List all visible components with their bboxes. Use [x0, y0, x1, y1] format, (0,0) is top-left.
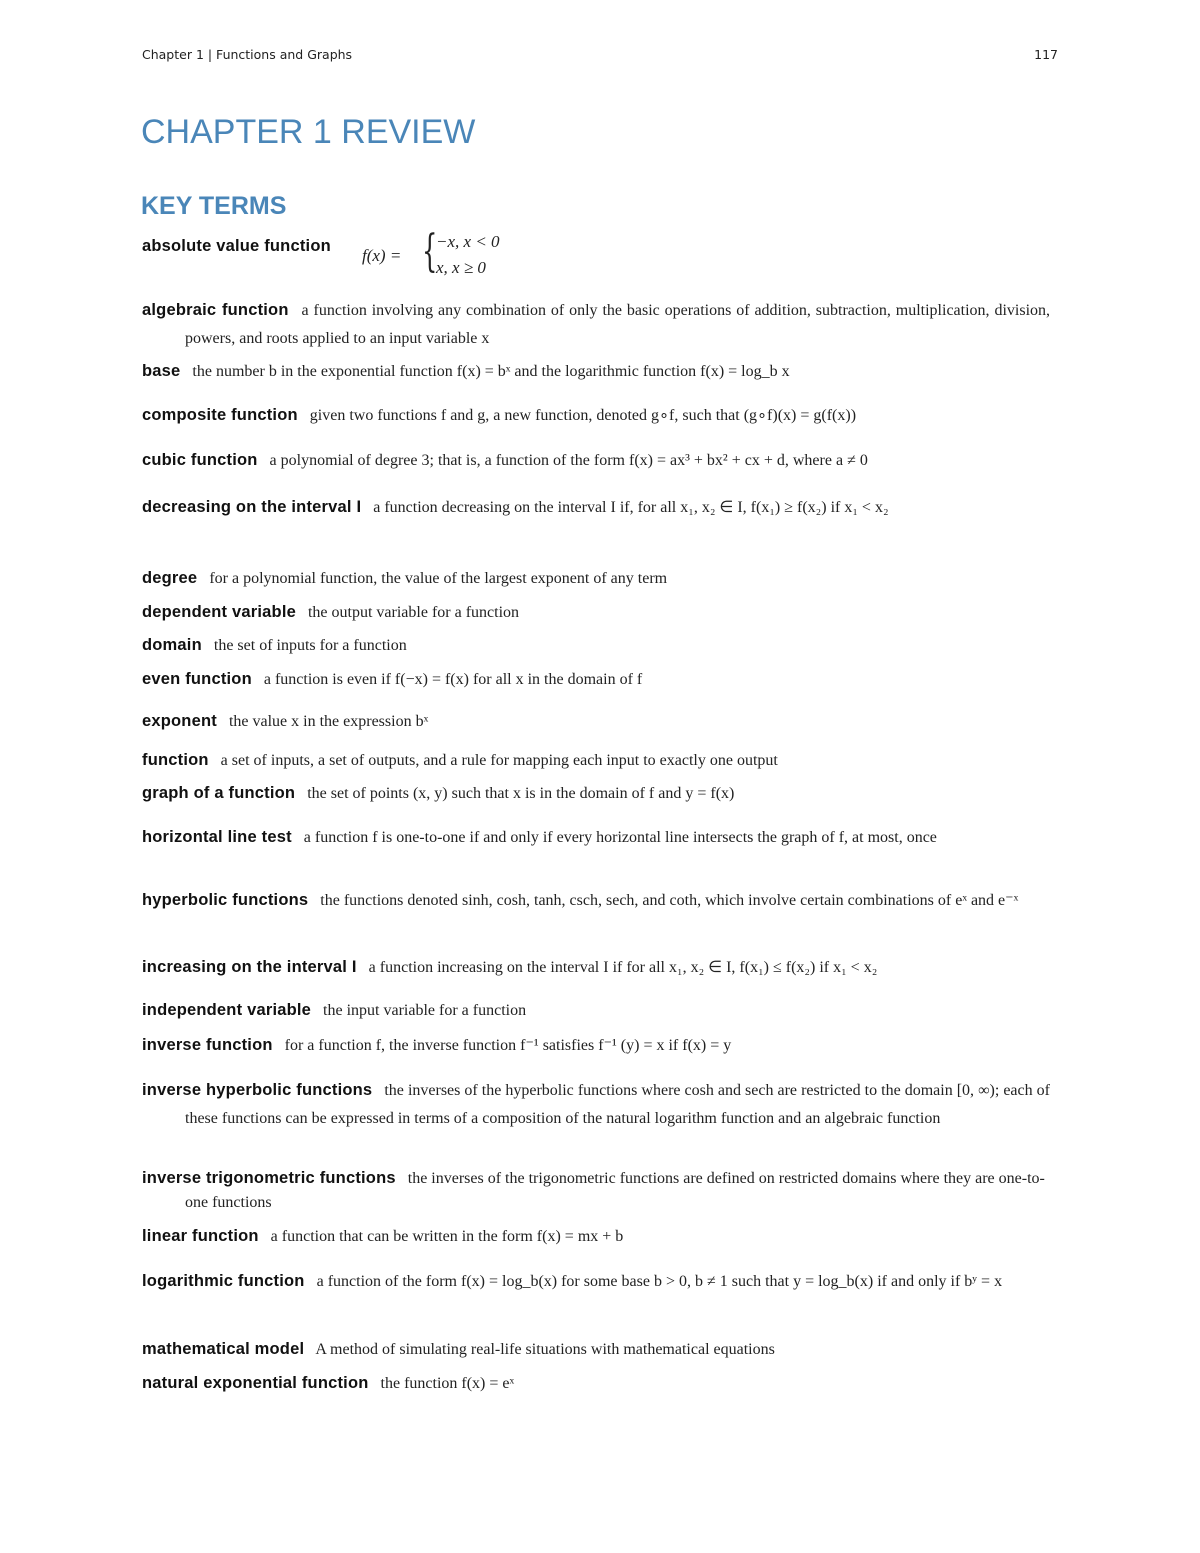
glossary-definition: the set of points (x, y) such that x is in the domain of f and y = f(x) — [307, 785, 735, 802]
glossary-entry-hyperbolic-functions — [142, 885, 1050, 916]
glossary-definition: a function involving any combination of only the basic operations of addition, subtraction, multiplication, division, powers, and roots applied to an input variable x — [185, 302, 1051, 347]
glossary-entry-horizontal-line-test — [142, 822, 1050, 853]
glossary-entry-linear-function — [142, 1222, 1050, 1251]
glossary-term: absolute value function — [142, 237, 331, 255]
glossary-term: dependent variable — [142, 603, 296, 621]
glossary-entry-increasing-on-the-interval — [142, 953, 1050, 982]
formula-case-negative: −x, x < 0 — [436, 232, 500, 251]
running-header — [142, 47, 1058, 62]
glossary-term: function — [142, 751, 209, 769]
glossary-entry-natural-exponential-function — [142, 1369, 1050, 1398]
glossary-term: inverse hyperbolic functions — [142, 1081, 373, 1099]
glossary-term: domain — [142, 636, 202, 654]
glossary-term: inverse trigonometric functions — [142, 1169, 396, 1187]
glossary-term: independent variable — [142, 1001, 312, 1019]
chapter-title: CHAPTER 1 REVIEW — [141, 113, 476, 151]
glossary-definition: a polynomial of degree 3; that is, a function of the form f(x) = ax³ + bx² + cx + d, where a ≠ 0 — [269, 452, 868, 469]
glossary-term: horizontal line test — [142, 828, 292, 846]
glossary-definition: the inverses of the hyperbolic functions where cosh and sech are restricted to the domain [0, ∞); each of these functions can be expressed in terms of a composition of the natural logarithm function and an algebraic function — [185, 1082, 1050, 1127]
glossary-definition: a function decreasing on the interval I if, for all x₁, x₂ ∈ I, f(x₁) ≥ f(x₂) if x₁ < x₂ — [373, 499, 889, 516]
glossary-definition: the function f(x) = eˣ — [380, 1375, 515, 1392]
glossary-definition: the input variable for a function — [323, 1002, 527, 1019]
glossary-entry-base — [142, 357, 1050, 386]
glossary-term: increasing on the interval I — [142, 958, 357, 976]
glossary-definition: the number b in the exponential function f(x) = bˣ and the logarithmic function f(x) = log_b x — [192, 363, 790, 380]
glossary-term: logarithmic function — [142, 1272, 305, 1290]
glossary-entry-degree — [142, 564, 1050, 593]
glossary-definition: for a polynomial function, the value of the largest exponent of any term — [209, 570, 668, 587]
glossary-entry-inverse-function — [142, 1031, 1050, 1060]
page-number: 117 — [1034, 47, 1058, 62]
glossary-entry-domain — [142, 631, 1050, 660]
glossary-entry-decreasing-on-the-interval — [142, 490, 1050, 525]
glossary-entry-independent-variable — [142, 996, 1050, 1025]
glossary-term: hyperbolic functions — [142, 891, 309, 909]
glossary-entry-inverse-trigonometric-functions — [142, 1166, 1050, 1215]
glossary-term: linear function — [142, 1227, 259, 1245]
glossary-definition: a function increasing on the interval I if for all x₁, x₂ ∈ I, f(x₁) ≤ f(x₂) if x₁ < x₂ — [368, 959, 878, 976]
glossary-term: exponent — [142, 712, 217, 730]
glossary-definition: a function is even if f(−x) = f(x) for all x in the domain of f — [263, 671, 643, 688]
glossary-definition: a set of inputs, a set of outputs, and a rule for mapping each input to exactly one output — [220, 752, 778, 769]
section-title-key-terms: KEY TERMS — [141, 192, 287, 220]
left-brace-symbol: { — [422, 226, 438, 277]
glossary-term: mathematical model — [142, 1340, 305, 1358]
glossary-term: natural exponential function — [142, 1374, 369, 1392]
running-title: Chapter 1 | Functions and Graphs — [142, 47, 353, 62]
glossary-term: degree — [142, 569, 198, 587]
glossary-entry-even-function — [142, 665, 1050, 694]
glossary-entry-cubic-function — [142, 446, 1050, 475]
glossary-entry-absolute-value-function — [142, 232, 1050, 261]
glossary-term: base — [142, 362, 181, 380]
glossary-definition: a function that can be written in the form f(x) = mx + b — [270, 1228, 624, 1245]
glossary-definition: the value x in the expression bˣ — [228, 713, 429, 730]
formula-case-nonnegative: x, x ≥ 0 — [436, 258, 486, 277]
glossary-definition: a function f is one-to-one if and only if every horizontal line intersects the graph of f, at most, once — [303, 829, 937, 846]
glossary-entry-dependent-variable — [142, 598, 1050, 627]
glossary-definition: for a function f, the inverse function f⁻¹ satisfies f⁻¹ (y) = x if f(x) = y — [284, 1037, 732, 1054]
glossary-definition: given two functions f and g, a new function, denoted g∘f, such that (g∘f)(x) = g(f(x)) — [309, 407, 857, 424]
glossary-term: inverse function — [142, 1036, 273, 1054]
glossary-term: cubic function — [142, 451, 258, 469]
glossary-entry-mathematical-model — [142, 1335, 1050, 1364]
glossary-definition: a function of the form f(x) = log_b(x) for some base b > 0, b ≠ 1 such that y = log_b(x) if and only if bʸ = x — [316, 1273, 1003, 1290]
glossary-term: even function — [142, 670, 252, 688]
glossary-definition: A method of simulating real-life situations with mathematical equations — [315, 1341, 775, 1358]
glossary-definition: the functions denoted sinh, cosh, tanh, csch, sech, and coth, which involve certain combinations of eˣ and e⁻ˣ — [320, 892, 1019, 909]
glossary-entry-function — [142, 746, 1050, 775]
formula-lhs: f(x) = — [362, 246, 402, 265]
glossary-entry-graph-of-a-function — [142, 779, 1050, 808]
glossary-definition: the set of inputs for a function — [213, 637, 407, 654]
glossary-definition: the output variable for a function — [307, 604, 520, 621]
glossary-entry-algebraic-function — [142, 296, 1050, 353]
glossary-term: algebraic function — [142, 301, 289, 319]
glossary-term: composite function — [142, 406, 298, 424]
glossary-entry-logarithmic-function — [142, 1264, 1050, 1299]
glossary-entry-composite-function — [142, 401, 1050, 430]
glossary-term: decreasing on the interval I — [142, 498, 362, 516]
glossary-entry-inverse-hyperbolic-functions — [142, 1077, 1050, 1132]
glossary-definition: the inverses of the trigonometric functions are defined on restricted domains where they are one-to-one functions — [185, 1170, 1045, 1211]
glossary-term: graph of a function — [142, 784, 296, 802]
glossary-entry-exponent — [142, 707, 1050, 736]
